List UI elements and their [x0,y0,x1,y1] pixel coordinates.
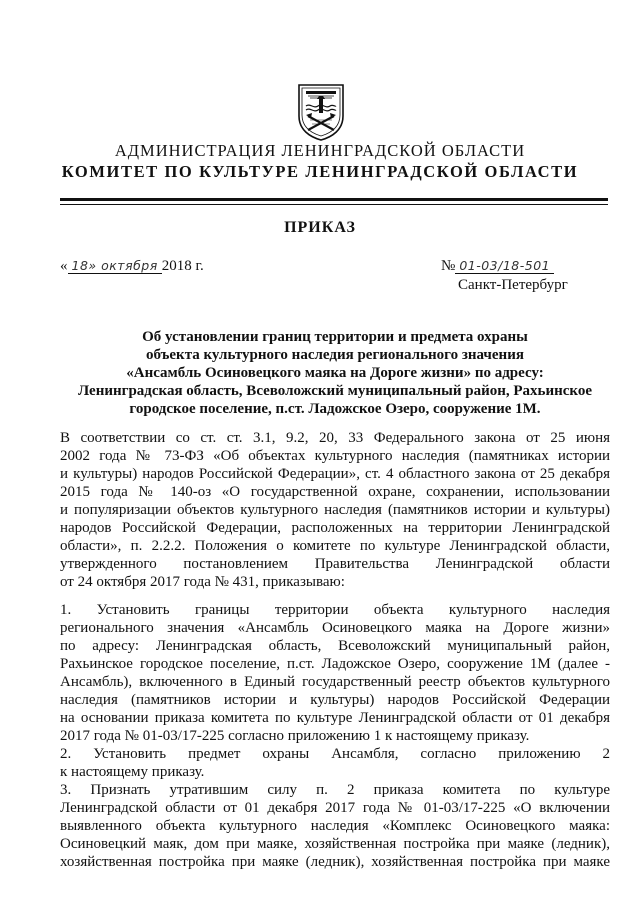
item-1-line: 1. Установить границы территории объекта культурного наследия [60,602,610,618]
text-line: народов Российской Федерации, расположенных на территории Ленинградской [60,520,610,536]
item-3-line: Осиновецкий маяк, дом при маяке, хозяйственная постройка при маяке (ледник), [60,836,610,852]
item-3-line: хозяйственная постройка при маяке (ледник), хозяйственная постройка при маяке [60,854,610,870]
header-rule-thin [60,204,608,205]
text-line: В соответствии со ст. ст. 3.1, 9.2, 20, 33 Федерального закона от 25 июня [60,430,610,446]
organization-line-1: АДМИНИСТРАЦИЯ ЛЕНИНГРАДСКОЙ ОБЛАСТИ [114,141,526,160]
number-handwritten: 01-03/18-501 [455,258,554,274]
date-handwritten: 18» октября [68,258,162,274]
text-line: утвержденного постановлением Правительства Ленинградской области [60,556,610,572]
subject-line: городское поселение, п.ст. Ладожское Озеро, сооружение 1М. [129,401,541,417]
item-1-line: Рахьинское городское поселение, п.ст. Ладожское Озеро, сооружение 1М (далее - [60,656,610,672]
text-line: от 24 октября 2017 года № 431, приказываю: [60,574,345,590]
subject-line: объекта культурного наследия регионального значения [146,347,524,363]
document-number [441,258,554,275]
item-1-line: Ансамбль), включенного в Единый государственный реестр объектов культурного [60,674,610,690]
item-3-line: Ленинградской области от 01 декабря 2017 года № 01-03/17-225 «О включении [60,800,610,816]
item-1-line: наследия (памятников истории и культуры) народов Российской Федерации [60,692,610,708]
document-city: Санкт-Петербург [458,277,568,293]
document-title: ПРИКАЗ [284,219,356,236]
item-1-line: по адресу: Ленинградская область, Всеволожский муниципальный район, [60,638,610,654]
preamble-paragraph [60,429,610,591]
subject-line: Об установлении границ территории и предмета охраны [142,329,528,345]
number-sign: № [441,258,456,274]
text-line: области», п. 2.2.2. Положения о комитете по культуре Ленинградской области, [60,538,610,554]
text-line: 2002 года № 73-ФЗ «Об объектах культурного наследия (памятниках истории [60,448,610,464]
item-1-line: на основании приказа комитета по культуре Ленинградской области от 01 декабря [60,710,610,726]
item-3-line: выявленного объекта культурного наследия «Комплекс Осиновецкого маяка: [60,818,610,834]
text-line: и культуры) народов Российской Федерации», ст. 4 областного закона от 25 декабря [60,466,610,482]
organization-line-2: КОМИТЕТ ПО КУЛЬТУРЕ ЛЕНИНГРАДСКОЙ ОБЛАСТИ [61,162,579,181]
item-1-line: 2017 года № 01-03/17-225 согласно приложению 1 к настоящему приказу. [60,728,530,744]
coat-of-arms-icon [296,82,346,142]
subject-line: Ленинградская область, Всеволожский муниципальный район, Рахьинское [77,383,593,399]
date-year: 2018 г. [161,258,204,274]
order-items [60,601,610,871]
document-date [60,258,204,275]
item-3-line: 3. Признать утратившим силу п. 2 приказа комитета по культуре [60,782,610,798]
text-line: и популяризации объектов культурного наследия (памятников истории и культуры) [60,502,610,518]
date-open-quote: « [60,258,68,274]
header-rule-thick [60,198,608,201]
item-1-line: регионального значения «Ансамбль Осиновецкого маяка на Дороге жизни» [60,620,610,636]
subject-line: «Ансамбль Осиновецкого маяка на Дороге жизни» по адресу: [126,365,544,381]
text-line: 2015 года № 140-оз «О государственной охране, сохранении, использовании [60,484,610,500]
item-2-line: 2. Установить предмет охраны Ансамбля, согласно приложению 2 [60,746,610,762]
item-2-line: к настоящему приказу. [60,764,205,780]
document-subject [60,328,610,418]
